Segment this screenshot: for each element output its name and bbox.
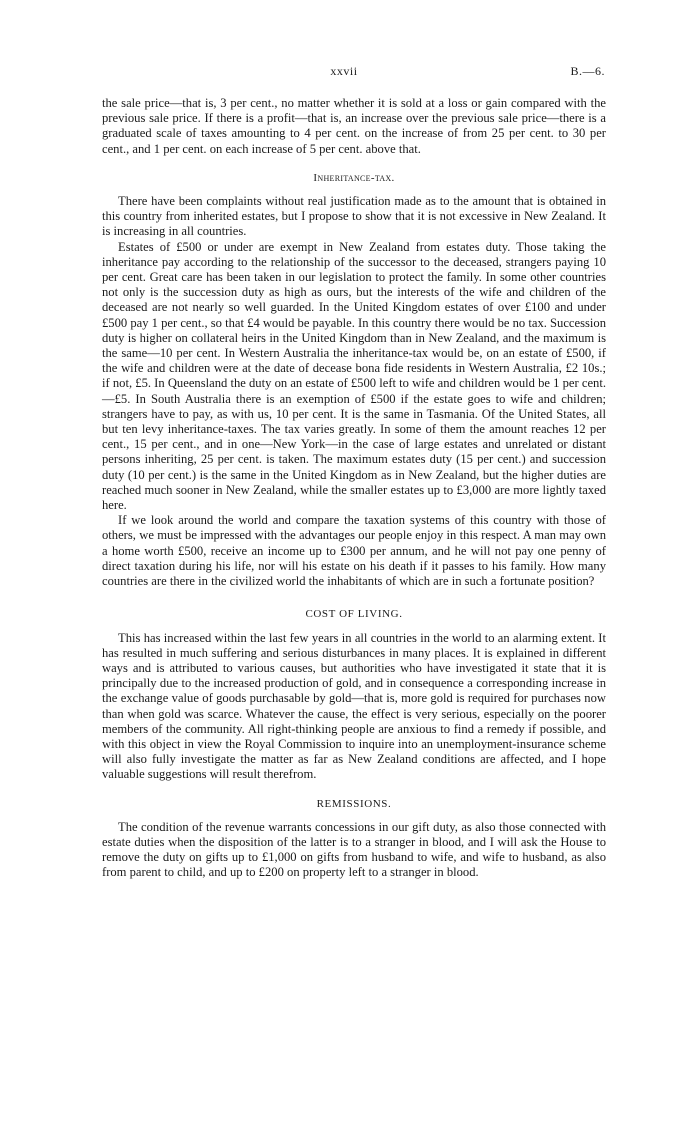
document-body: [102, 96, 606, 881]
intro-paragraph: the sale price—that is, 3 per cent., no matter whether it is sold at a loss or gain compared with the previous sale price. If there is a profit—that is, an increase over the previous sale price—there is a graduated scale of taxes amounting to 4 per cent. on the increase of from 25 per cent. to 30 per cent., and 1 per cent. on each increase of 5 per cent. above that.: [102, 96, 606, 156]
page-number: xxvii: [330, 64, 358, 78]
document-reference: B.—6.: [570, 64, 605, 78]
paragraph: If we look around the world and compare the taxation systems of this country with those of others, we must be impressed with the advantages our people enjoy in this respect. A man may own a home worth £500, receive an income up to £300 per annum, and he will not pay one penny of direct taxation during his life, nor will his estate on his death if it passes to his family. How many countries are there in the civilized world the inhabitants of which are in such a fortunate position?: [102, 513, 606, 589]
section-heading-cost-of-living: COST OF LIVING.: [305, 608, 403, 621]
paragraph: This has increased within the last few years in all countries in the world to an alarming extent. It has resulted in much suffering and serious disturbances in many places. It is explained in different ways and is attributed to various causes, but authorities who have investigated it state that it is principally due to the increased production of gold, and in consequence a corresponding increase in the exchange value of goods purchasable by gold—that is, more gold is required for purchases now than when gold was scarce. Whatever the cause, the effect is very serious, especially on the poorer members of the community. All right-thinking people are anxious to find a remedy if possible, and with this object in view the Royal Commission to inquire into an unemployment-insurance scheme will also fully investigate the matter as far as New Zealand conditions are affected, and I hope valuable suggestions will result therefrom.: [102, 630, 606, 782]
section-heading-remissions: REMISSIONS.: [316, 797, 392, 810]
paragraph: There have been complaints without real justification made as to the amount that is obtained in this country from inherited estates, but I propose to show that it is not excessive in New Zealand. It is increasing in all countries.: [102, 194, 606, 239]
paragraph: Estates of £500 or under are exempt in New Zealand from estates duty. Those taking the inheritance pay according to the relationship of the successor to the deceased, strangers paying 10 per cent. Great care has been taken in our legislation to protect the family. In some other countries not only is the succession duty as high as ours, but the interests of the wife and children of the deceased are not nearly so well guarded. In the United Kingdom estates of over £100 and under £500 pay 1 per cent., so that £4 would be payable. In this country there would be no tax. Succession duty is higher on collateral heirs in the United Kingdom than in New Zealand, and the maximum is the same—10 per cent. In Western Australia the inheritance-tax would be, on an estate of £500, if the wife and children were at the date of decease bona fide residents in Western Australia, £2 10s.; if not, £5. In Queensland the duty on an estate of £500 left to wife and children would be 1 per cent.—£5. In South Australia there is an exemption of £500 if the estate goes to wife and children; strangers have to pay, as with us, 10 per cent. It is the same in Tasmania. Of the United States, all but ten levy inheritance-taxes. The tax varies greatly. In some of them the amount reaches 12 per cent., 15 per cent., and in one—New York—in the case of large estates and unrelated or distant persons inheriting, 25 per cent. is taken. The maximum estates duty (15 per cent.) and succession duty (10 per cent.) is the same in the United Kingdom as in New Zealand, but the higher duties are reached much sooner in New Zealand, while the smaller estates up to £3,000 are more lightly taxed here.: [102, 239, 606, 513]
section-heading-inheritance-tax: Inheritance-tax.: [313, 171, 395, 184]
paragraph: The condition of the revenue warrants concessions in our gift duty, as also those connected with estate duties when the disposition of the latter is to a stranger in blood, and I will ask the House to remove the duty on gifts up to £1,000 on gifts from husband to wife, and wife to husband, as also from parent to child, and up to £200 on property left to a stranger in blood.: [102, 819, 606, 880]
page-header: [0, 64, 700, 80]
